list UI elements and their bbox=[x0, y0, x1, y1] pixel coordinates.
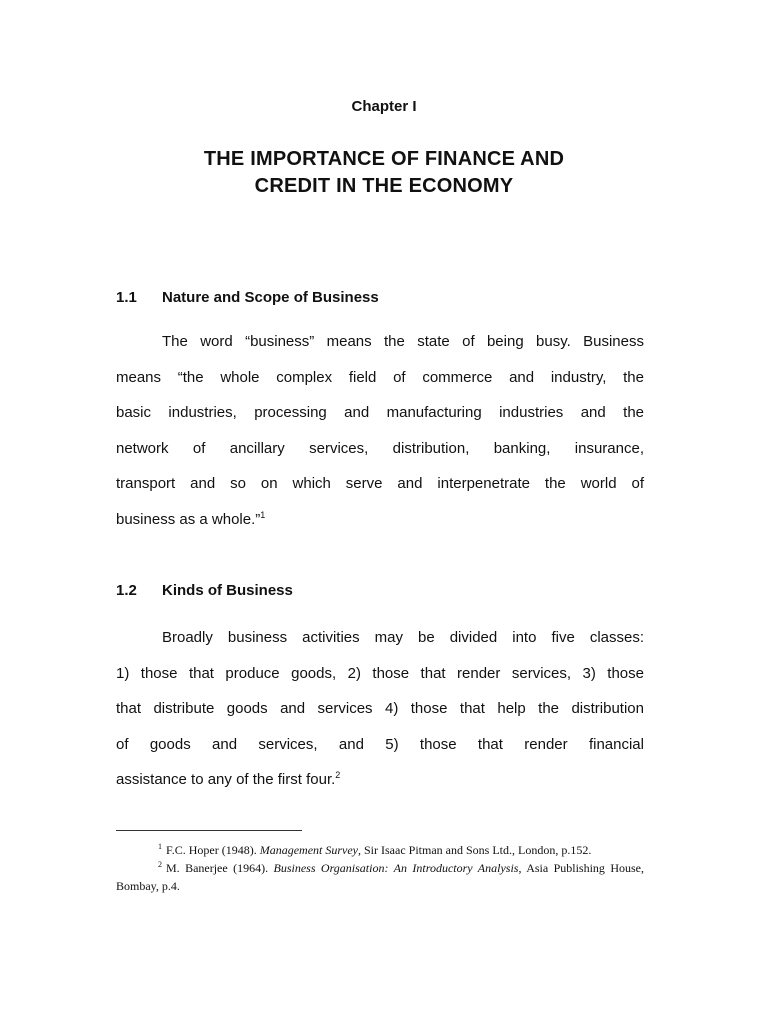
paragraph-line-last bbox=[116, 502, 644, 538]
paragraph-text: assistance to any of the first four. bbox=[116, 771, 336, 788]
footnote-text: , Sir Isaac Pitman and Sons Ltd., London, p.152. bbox=[358, 843, 592, 857]
paragraph-line: basic industries, processing and manufacturing industries and the bbox=[116, 404, 644, 421]
footnote-2 bbox=[116, 860, 644, 895]
section-title: Nature and Scope of Business bbox=[162, 289, 379, 306]
section-1-2-paragraph bbox=[116, 620, 644, 798]
footnote-divider bbox=[116, 830, 302, 831]
paragraph-line: 1) those that produce goods, 2) those that render services, 3) those bbox=[116, 664, 644, 682]
footnote-marker: 2 bbox=[158, 860, 162, 869]
footnote-reference: 1 bbox=[260, 509, 266, 520]
footnote-1 bbox=[116, 842, 644, 860]
section-number: 1.1 bbox=[116, 289, 137, 306]
footnote-text: F.C. Hoper (1948). bbox=[166, 843, 260, 857]
section-heading-1-2 bbox=[116, 582, 293, 599]
chapter-label: Chapter I bbox=[351, 98, 417, 115]
section-1-1-paragraph bbox=[116, 324, 644, 537]
footnote-text: , Asia Publishing House, Bombay, p.4. bbox=[116, 861, 644, 893]
paragraph-line: Broadly business activities may be divided into five classes: bbox=[162, 629, 644, 646]
paragraph-line: The word “business” means the state of being busy. Business bbox=[162, 333, 644, 350]
section-heading-1-1 bbox=[116, 289, 379, 306]
paragraph-line: transport and so on which serve and interpenetrate the world of bbox=[116, 475, 644, 492]
paragraph-line: network of ancillary services, distribution, banking, insurance, bbox=[116, 439, 644, 457]
footnotes bbox=[116, 842, 644, 895]
footnote-work-title: Business Organisation: An Introductory Analysis bbox=[273, 861, 519, 875]
paragraph-text: business as a whole.” bbox=[116, 510, 261, 528]
footnote-reference: 2 bbox=[335, 770, 341, 780]
paragraph-line: means “the whole complex field of commerce and industry, the bbox=[116, 368, 644, 386]
footnote-text: M. Banerjee (1964). bbox=[166, 861, 274, 875]
paragraph-line-last bbox=[116, 762, 644, 798]
chapter-title-line-1: THE IMPORTANCE OF FINANCE AND bbox=[203, 148, 565, 170]
chapter-title-line-2: CREDIT IN THE ECONOMY bbox=[254, 175, 514, 197]
paragraph-line: that distribute goods and services 4) those that help the distribution bbox=[116, 700, 644, 717]
footnote-marker: 1 bbox=[158, 842, 162, 851]
section-number: 1.2 bbox=[116, 582, 137, 599]
paragraph-line: of goods and services, and 5) those that render financial bbox=[116, 735, 644, 753]
footnote-work-title: Management Survey bbox=[259, 843, 358, 857]
chapter-title bbox=[100, 146, 668, 200]
section-title: Kinds of Business bbox=[162, 582, 293, 599]
